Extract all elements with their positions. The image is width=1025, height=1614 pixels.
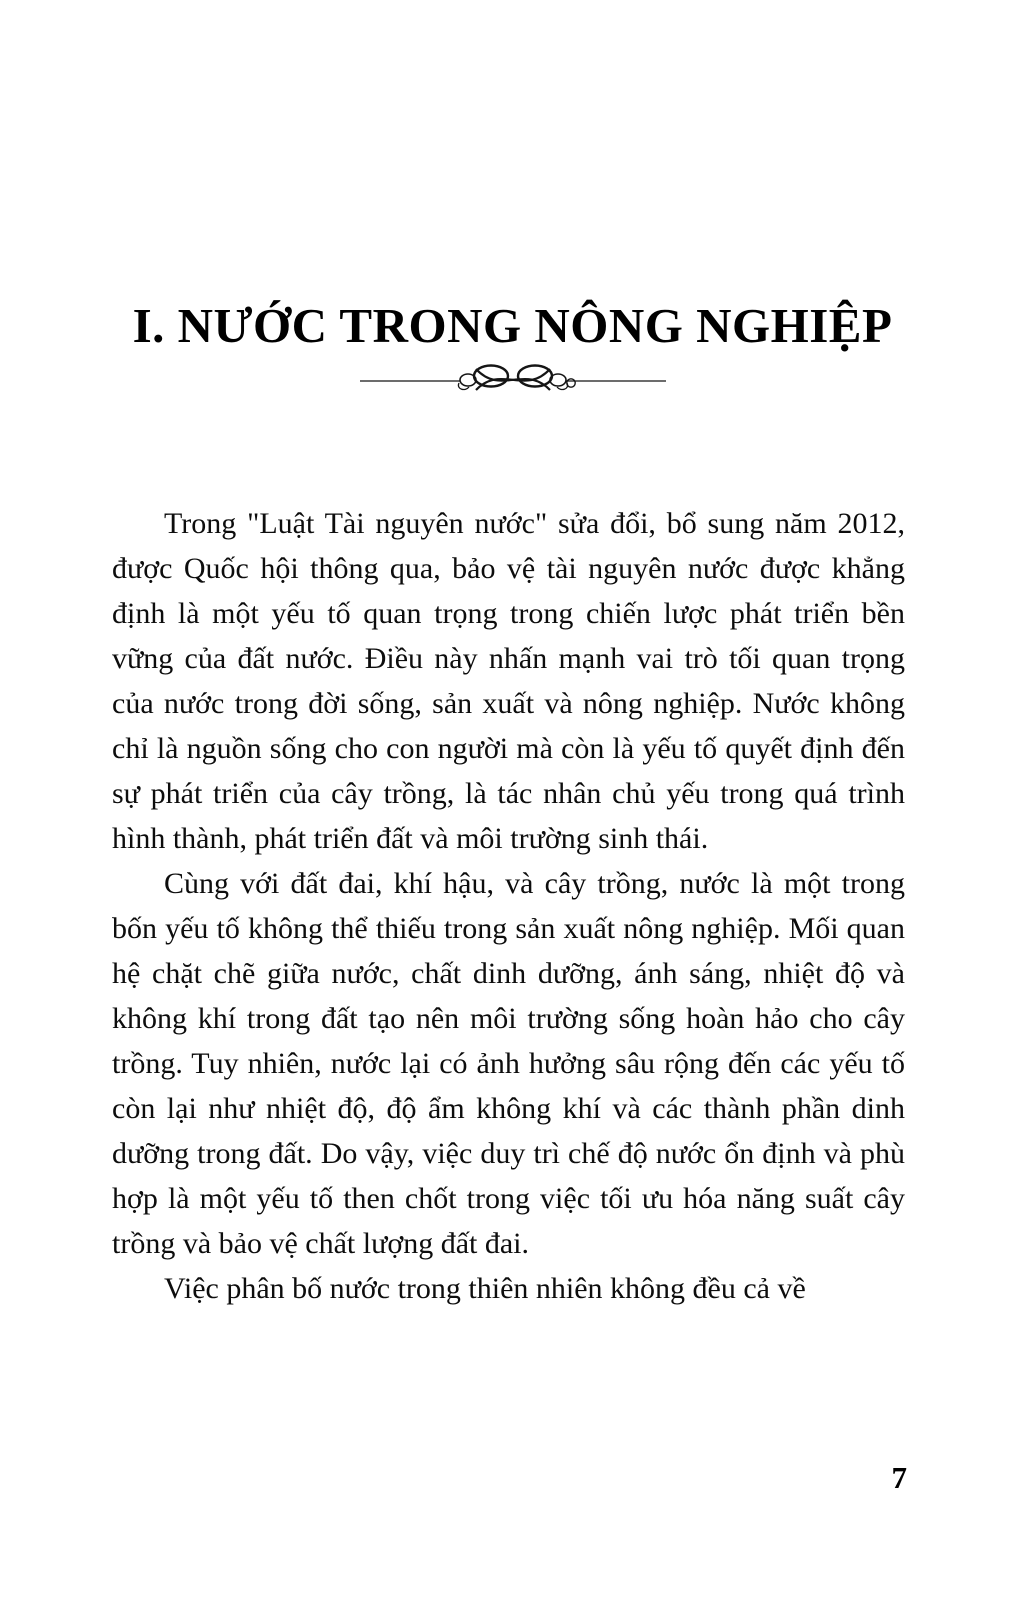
body-text	[112, 501, 905, 1311]
page-number: 7	[891, 1460, 907, 1495]
paragraph-2: Cùng với đất đai, khí hậu, và cây trồng, nước là một trong bốn yếu tố không thể thiếu trong sản xuất nông nghiệp. Mối quan hệ chặt chẽ giữa nước, chất dinh dưỡng, ánh sáng, nhiệt độ và không khí trong đất tạo nên môi trường sống hoàn hảo cho cây trồng. Tuy nhiên, nước lại có ảnh hưởng sâu rộng đến các yếu tố còn lại như nhiệt độ, độ ẩm không khí và các thành phần dinh dưỡng trong đất. Do vậy, việc duy trì chế độ nước ổn định và phù hợp là một yếu tố then chốt trong việc tối ưu hóa năng suất cây trồng và bảo vệ chất lượng đất đai.	[112, 867, 905, 1260]
paragraph-1: Trong "Luật Tài nguyên nước" sửa đổi, bổ sung năm 2012, được Quốc hội thông qua, bảo vệ tài nguyên nước được khẳng định là một yếu tố quan trọng trong chiến lược phát triển bền vững của đất nước. Điều này nhấn mạnh vai trò tối quan trọng của nước trong đời sống, sản xuất và nông nghiệp. Nước không chỉ là nguồn sống cho con người mà còn là yếu tố quyết định đến sự phát triển của cây trồng, là tác nhân chủ yếu trong quá trình hình thành, phát triển đất và môi trường sinh thái.	[112, 507, 905, 855]
chapter-title: I. NƯỚC TRONG NÔNG NGHIỆP	[132, 298, 893, 353]
divider-flourish-icon	[358, 360, 668, 400]
paragraph-3: Việc phân bố nước trong thiên nhiên không đều cả về	[164, 1272, 806, 1305]
